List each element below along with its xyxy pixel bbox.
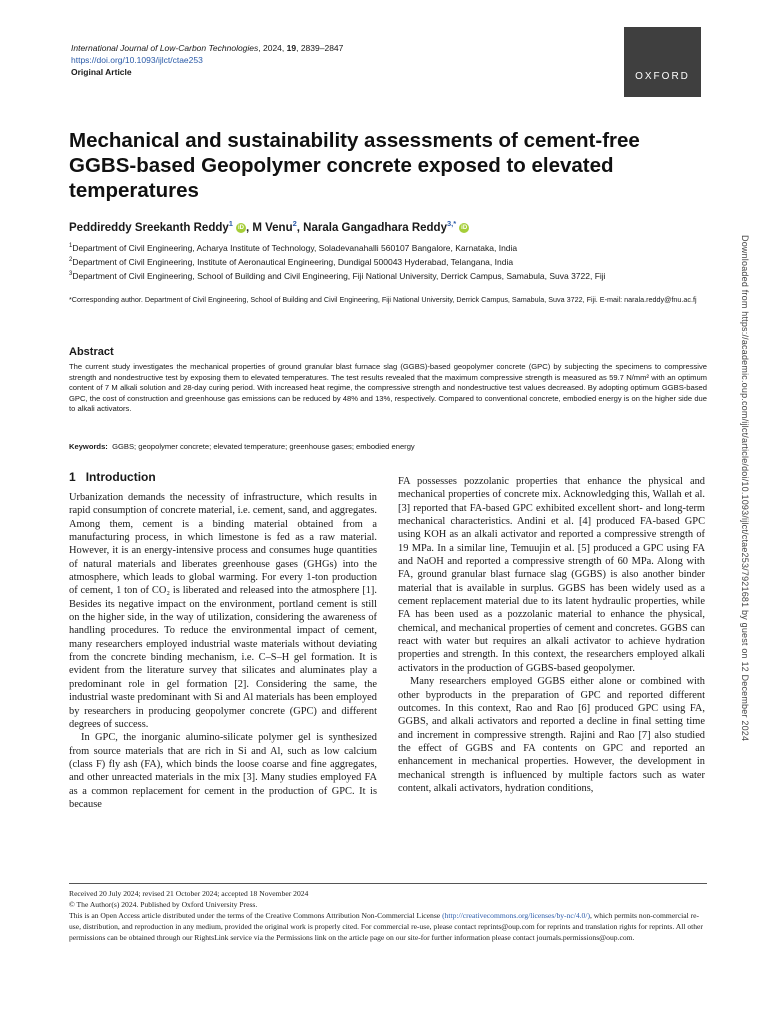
author-affiliation-ref[interactable]: 2 <box>292 219 297 228</box>
orcid-icon[interactable]: iD <box>237 224 244 231</box>
journal-volume: 19 <box>286 43 297 53</box>
abstract-heading: Abstract <box>69 346 114 358</box>
article-type: Original Article <box>71 67 132 77</box>
author-name: Peddireddy Sreekanth Reddy <box>69 221 229 234</box>
journal-year: , 2024, <box>258 43 287 53</box>
footer-divider <box>69 883 707 884</box>
paragraph: Many researchers employed GGBS either alone or combined with other byproducts in the preparation of GPC and reported different outcomes. In this context, Rao and Rao [6] produced GPC using FA, GGBS, and alkali activators and reported a decline in final setting time and increment in compressive strength. Rajini and Rao [7] also studied the effect of GGBS and FA contents on GPC and reported an enhancement in mechanical properties. However, the development in mechanical strength is influenced by multiple factors such as water content, alkali activators, hydration conditions, <box>398 676 705 794</box>
article-footer <box>69 888 707 943</box>
journal-pages: , 2839–2847 <box>296 43 344 53</box>
corresponding-author: *Corresponding author. Department of Civil Engineering, School of Building and Civil Engineering, Fiji National University, Derrick Campus, Samabula, Suva 3722, Fiji. E-mail: narala.reddy@fnu.ac.fj <box>69 295 697 304</box>
affiliation-item: $^2$Department of Civil Engineering, Institute of Aeronautical Engineering, Dundigal 500043 Hyderabad, Telangana, India <box>69 256 514 267</box>
author-affiliation-ref[interactable]: 3,* <box>446 219 457 228</box>
download-watermark: Downloaded from https://academic.oup.com/ijlct/article/doi/10.1093/ijlct/ctae253/7921681 by guest on 12 December 2024 <box>740 235 750 742</box>
received-dates: Received 20 July 2024; revised 21 October 2024; accepted 18 November 2024 <box>69 889 309 898</box>
author-name: M Venu <box>252 221 293 234</box>
keywords-label: Keywords: <box>69 442 108 451</box>
doi-link[interactable]: https://doi.org/10.1093/ijlct/ctae253 <box>71 55 203 65</box>
author-affiliation-ref[interactable]: 1 <box>228 219 233 228</box>
journal-name: International Journal of Low-Carbon Technologies <box>71 43 259 53</box>
author-list: Peddireddy Sreekanth Reddy$^1$ iD , M Venu$^2$, Narala Gangadhara Reddy$^{3,*}$ iD <box>69 219 468 234</box>
section-title: Introduction <box>85 470 156 484</box>
affiliation-item: $^1$Department of Civil Engineering, Acharya Institute of Technology, Soladevanahalli 560107 Bangalore, Karnataka, India <box>69 242 518 253</box>
abstract-text: The current study investigates the mechanical properties of ground granular blast furnace slag (GGBS)-based geopolymer concrete (GPC) by subjecting the specimens to compressive strength and nondestructive test by exposing them to elevated temperatures. The test results revealed that the maximum compressive strength is measured as 59.7 N/mm² with an optimum content of 7 M alkali solution and 28-day curing period. With increased heat regime, the compressive strength and nondestructive test values decreased. By adopting optimum GGBS-based GPC, the cost of construction and greenhouse gas emissions can be reduced by 48% and 13%, respectively. Compared to conventional concrete, embodied energy is on the higher side due to alkali activators. <box>69 362 707 414</box>
author-name: Narala Gangadhara Reddy <box>303 221 447 234</box>
copyright: © The Author(s) 2024. Published by Oxford University Press. <box>69 900 258 909</box>
keywords-text: GGBS; geopolymer concrete; elevated temperature; greenhouse gases; embodied energy <box>112 442 415 451</box>
license-text: This is an Open Access article distributed under the terms of the Creative Commons Attribution Non-Commercial License (http://creativecommons.org/licenses/by-nc/4.0/), which permits non-commercial re-use, distribution, and reproduction in any medium, provided the original work is properly cited. For commercial re-use, please contact reprints@oup.com for reprints and translation rights for reprints. All other permissions can be obtained through our RightsLink service via the Permissions link on the article page on our site-for further information please contact journals.permissions@oup.com. <box>69 911 703 942</box>
section-heading-introduction <box>69 470 156 484</box>
body-column-right <box>398 475 705 795</box>
keywords <box>69 441 709 452</box>
body-column-left <box>69 491 377 811</box>
oxford-logo-text: OXFORD <box>635 71 690 82</box>
affiliation-item: $^3$Department of Civil Engineering, School of Building and Civil Engineering, Fiji National University, Derrick Campus, Samabula, Suva 3722, Fiji <box>69 270 606 281</box>
journal-citation <box>71 42 491 54</box>
affiliations <box>69 240 709 281</box>
oxford-logo <box>624 27 701 97</box>
journal-header <box>71 42 491 79</box>
section-number: 1 <box>69 470 76 484</box>
orcid-icon[interactable]: iD <box>461 224 468 231</box>
article-title: Mechanical and sustainability assessments of cement-free GGBS-based Geopolymer concrete exposed to elevated temperatures <box>69 129 640 202</box>
paragraph: Urbanization demands the necessity of infrastructure, which results in rapid consumption of concrete material, i.e. cement, sand, and aggregates. Among them, cement is a binding material obtained from a manufacturing process, in which limestone is fed as a raw material. However, it is an energy-intensive process and consumes huge quantities of natural materials and liberates greenhouse gases (GHGs) into the atmosphere, which leads to global warming. For every 1-ton production of cement, 1 ton of CO₂ is liberated and released into the atmosphere [1]. Besides its negative impact on the environment, portland cement is still on the higher side, in the way of utilization, considering the awareness of handling procedures. To reduce the environmental impact of cement, many researchers employed industrial waste materials without deviating from the concrete binding mechanism, i.e. C–S–H gel formation. It is evident from the literature survey that silicates and aluminates play a predominant role in gel formation [2]. Considering the same, the industrial waste predominant with Si and Al materials has been employed by researchers in producing geopolymer concrete (GPC) and different degrees of success. <box>69 492 377 730</box>
paragraph: FA possesses pozzolanic properties that enhance the physical and mechanical properties of concrete mix. Acknowledging this, Wallah et al. [3] reported that FA-based GPC exhibited excellent short- and long-term mechanical characteristics. Andini et al. [4] produced FA-based GPC using KOH as an alkali activator and reported a compressive strength of 19 MPa. In a similar line, Temuujin et al. [5] produced a GPC using FA and NaOH and reported a compressive strength of 60 MPa. Along with FA, ground granular blast furnace slag (GGBS) is also another binder material that is available in surplus. GGBS has been widely used as a cement replacement material due to its latent hydraulic properties, while FA has been used as a pozzolanic material to enhance the physical, chemical, and mechanical properties of cement and concretes. GGBS can react with water but requires an alkali activator to achieve hydration properties and strength. In this context, the researchers employed alkali activators in the production of GGBS-based geopolymer. <box>398 476 705 674</box>
paragraph: In GPC, the inorganic alumino-silicate polymer gel is synthesized from source materials that are rich in Si and Al, such as low calcium (class F) fly ash (FA), which binds the loose coarse and fine aggregates, and other unreacted materials in the mix [3]. Many studies employed FA as a common replacement for cement in the production of GPC. It is because <box>69 732 377 810</box>
license-link[interactable]: (http://creativecommons.org/licenses/by-nc/4.0/) <box>442 911 590 920</box>
